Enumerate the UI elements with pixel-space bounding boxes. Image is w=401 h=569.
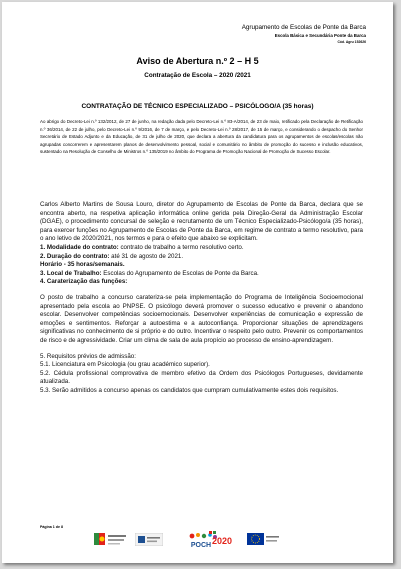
poch-label: POCH: [190, 542, 212, 549]
page-subtitle: Contratação de Escola – 2020 /2021: [144, 72, 251, 79]
item-requirements-heading: 5. Requisitos prévios de admissão:: [40, 352, 136, 360]
portugal2020-logo: [207, 530, 235, 550]
funding-logos: [2, 530, 393, 550]
eu-flag-logo: [247, 532, 281, 546]
header-code: Cód. Agru 152626: [337, 40, 366, 44]
item-contract-duration: 2. Duração do contrato: até 31 de agosto de 2021.: [40, 252, 184, 260]
page-number: Página 1 de 8: [40, 525, 63, 529]
item-workplace: 3. Local de Trabalho: Escolas do Agrupamento de Escolas de Ponte da Barca.: [40, 269, 259, 277]
document-page: [2, 2, 393, 563]
intro-paragraph: Carlos Alberto Martins de Sousa Louro, diretor do Agrupamento de Escolas de Ponte da Barca, declara que se encontra aberto, na respetiva aplicação informática online gerida pela Direção-Geral da Administração Escolar (DGAE), o procedimento concursal de seleção e recrutamento de um Técnico Especializado-Psicólogo/a (35 horas), para exercer funções no Agrupamento de Escolas de Ponte da Barca, em regime de contrato a termo resolutivo, para o ano letivo de 2020/2021, nos termos e para o efeito que abaixo se explicitam.: [40, 201, 363, 243]
header-org: Agrupamento de Escolas de Ponte da Barca: [241, 24, 366, 31]
item-hours: Horário - 35 horas/semanais.: [40, 261, 125, 269]
page-title: Aviso de Abertura n.º 2 – H 5: [136, 56, 259, 66]
header-school: Escola Básica e Secundária Ponte da Barca: [274, 33, 366, 38]
portugal2020-label: 2020: [211, 536, 233, 546]
legal-paragraph: Ao abrigo do Decreto-Lei n.º 132/2012, de 27 de junho, na redação dada pelo Decreto-Lei n.º 83-A/2014, de 23 de maio, retificado pela Declaração de Retificação n.º 36/2014, de 22 de julho, pelo Decreto-Lei n.º 9/2016, de 7 de março, e pelo Decreto-Lei n.º 28/2017, de 15 de março, e considerando o despacho do Senhor Secretário de Estado Adjunto e da Educação, de 31 de julho de 2020, que declara a abertura da candidatura para os agrupamentos de escolas/escolas não agrupadas concorrerem e apresentarem planos de desenvolvimento pessoal, social e comunitário no âmbito de promoção do sucesso e inclusão educativos, sustentado na Resolução de Conselho de Ministros n.º 135/2019 no âmbito do Programa de Promoção Nacional de Promoção de Sucesso Escolar.: [40, 119, 363, 155]
functions-paragraph: O posto de trabalho a concurso carateriza-se pela implementação do Programa de Inteligência Socioemocional apresentado pela escola ao PNPSE. O psicólogo deverá promover o sucesso educativo e prevenir o abandono escolar. Desenvolver competências socioemocionais. Desenvolver experiências de comunicação e expressão de emoções e sentimentos. Reforçar a autoestima e a autoconfiança. Proporcionar situações de aprendizagens significativas no conhecimento de si próprio e do outro. Incentivar o respeito pelo outro. Prevenir os comportamentos de risco e de agressividade. Criar um clima de sala de aula propício ao processo de ensino-aprendizagem.: [40, 293, 363, 344]
item-contract-type: 1. Modalidade do contrato: contrato de trabalho a termo resolutivo certo.: [40, 243, 244, 251]
republic-logo: [94, 532, 128, 547]
item-requirement-1: 5.1. Licenciatura em Psicologia (ou grau académico superior).: [40, 361, 210, 369]
notice-body: [40, 201, 363, 395]
item-requirement-2: 5.2. Cédula profissional comprovativa de membro efetivo da Ordem dos Psicólogos Portugueses, devidamente atualizada.: [40, 369, 363, 386]
section-title: CONTRATAÇÃO DE TÉCNICO ESPECIALIZADO – PSICÓLOGO/A (35 horas): [81, 103, 314, 110]
item-functions-heading: 4. Caraterização das funções:: [40, 278, 128, 286]
item-requirement-3: 5.3. Serão admitidos a concurso apenas os candidatos que cumpram cumulativamente estes dois requisitos.: [40, 386, 339, 394]
education-logo: [135, 533, 163, 546]
